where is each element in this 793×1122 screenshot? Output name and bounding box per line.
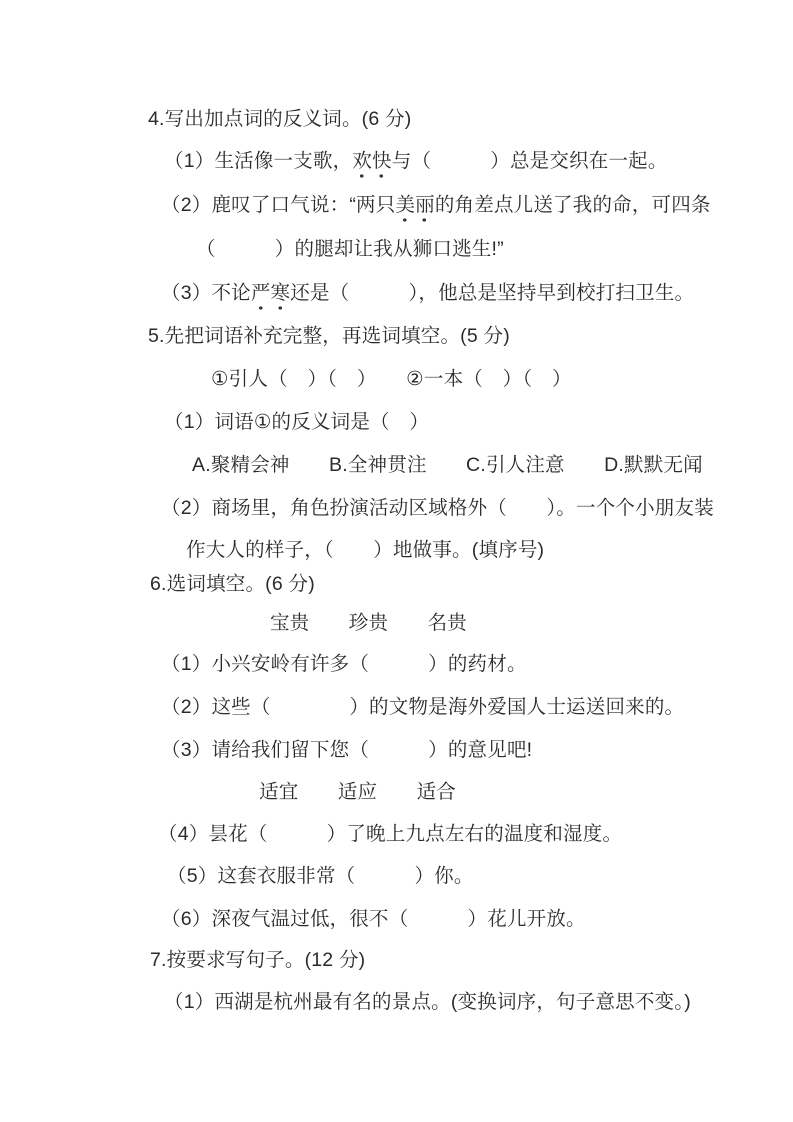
q5-item-1 (164, 409, 429, 435)
text-segment: 还是（ ），他总是坚持早到校打扫卫生。 (290, 282, 695, 304)
q5-word-blanks (211, 366, 572, 392)
text-segment: （3）请给我们留下您（ ）的意见吧! (161, 739, 533, 761)
text-segment: 5.先把词语补充完整，再选词填空。(5 分) (148, 325, 510, 347)
text-segment: （1）词语①的反义词是（ ） (164, 411, 430, 433)
q6-item-1 (161, 651, 527, 677)
emphasized-word: 欢快 (352, 150, 391, 179)
text-segment: 6.选词填空。(6 分) (150, 573, 315, 595)
text-segment: （2）商场里，角色扮演活动区域格外（ ）。一个个小朋友装 (161, 497, 714, 519)
text-segment: 的角差点儿送了我的命，可四条 (434, 194, 711, 216)
q6-word-bank-2 (259, 779, 456, 805)
q6-item-3 (161, 737, 532, 763)
q5-item-2 (161, 495, 714, 521)
q6-item-6 (161, 906, 586, 932)
text-segment: 作大人的样子，（ ）地做事。(填序号) (186, 539, 545, 561)
q5-item-2-continuation (186, 537, 544, 563)
text-segment: （2）这些（ ）的文物是海外爱国人士运送回来的。 (161, 696, 685, 718)
q7-title (150, 947, 365, 973)
text-segment: （4）昙花（ ）了晚上九点左右的温度和湿度。 (158, 823, 623, 845)
q4-item-2 (161, 192, 711, 218)
q6-title (150, 571, 315, 597)
q4-item-2-continuation (196, 236, 504, 262)
q4-item-3 (161, 280, 694, 306)
text-segment: （5）这套衣服非常（ ）你。 (167, 865, 474, 887)
q5-title (148, 323, 510, 349)
text-segment: 与（ ）总是交织在一起。 (391, 150, 668, 172)
q6-item-2 (161, 694, 684, 720)
text-segment: （ ）的腿却让我从狮口逃生!” (196, 238, 504, 260)
emphasized-word: 美丽 (395, 194, 434, 223)
q6-item-4 (158, 821, 622, 847)
text-segment: 7.按要求写句子。(12 分) (150, 949, 366, 971)
text-segment: 宝贵 珍贵 名贵 (270, 612, 468, 634)
text-segment: （1）生活像一支歌， (164, 150, 353, 172)
text-segment: （3）不论 (161, 282, 251, 304)
text-segment: 4.写出加点词的反义词。(6 分) (148, 108, 412, 130)
q4-item-1 (164, 148, 668, 174)
text-segment: ①引人（ ）（ ） ②一本（ ）（ ） (211, 368, 572, 390)
text-segment: A.聚精会神 B.全神贯注 C.引人注意 D.默默无闻 (192, 454, 703, 476)
q4-title (148, 106, 411, 132)
text-segment: （6）深夜气温过低，很不（ ）花儿开放。 (161, 908, 586, 930)
emphasized-word: 严寒 (251, 282, 290, 311)
q5-options (192, 452, 703, 478)
text-segment: 适宜 适应 适合 (259, 781, 457, 803)
text-segment: （1）小兴安岭有许多（ ）的药材。 (161, 653, 527, 675)
q6-item-5 (167, 863, 474, 889)
q7-item-1 (164, 989, 691, 1015)
text-segment: （2）鹿叹了口气说：“两只 (161, 194, 396, 216)
q6-word-bank-1 (270, 610, 467, 636)
text-segment: （1）西湖是杭州最有名的景点。(变换词序，句子意思不变。) (164, 991, 691, 1013)
